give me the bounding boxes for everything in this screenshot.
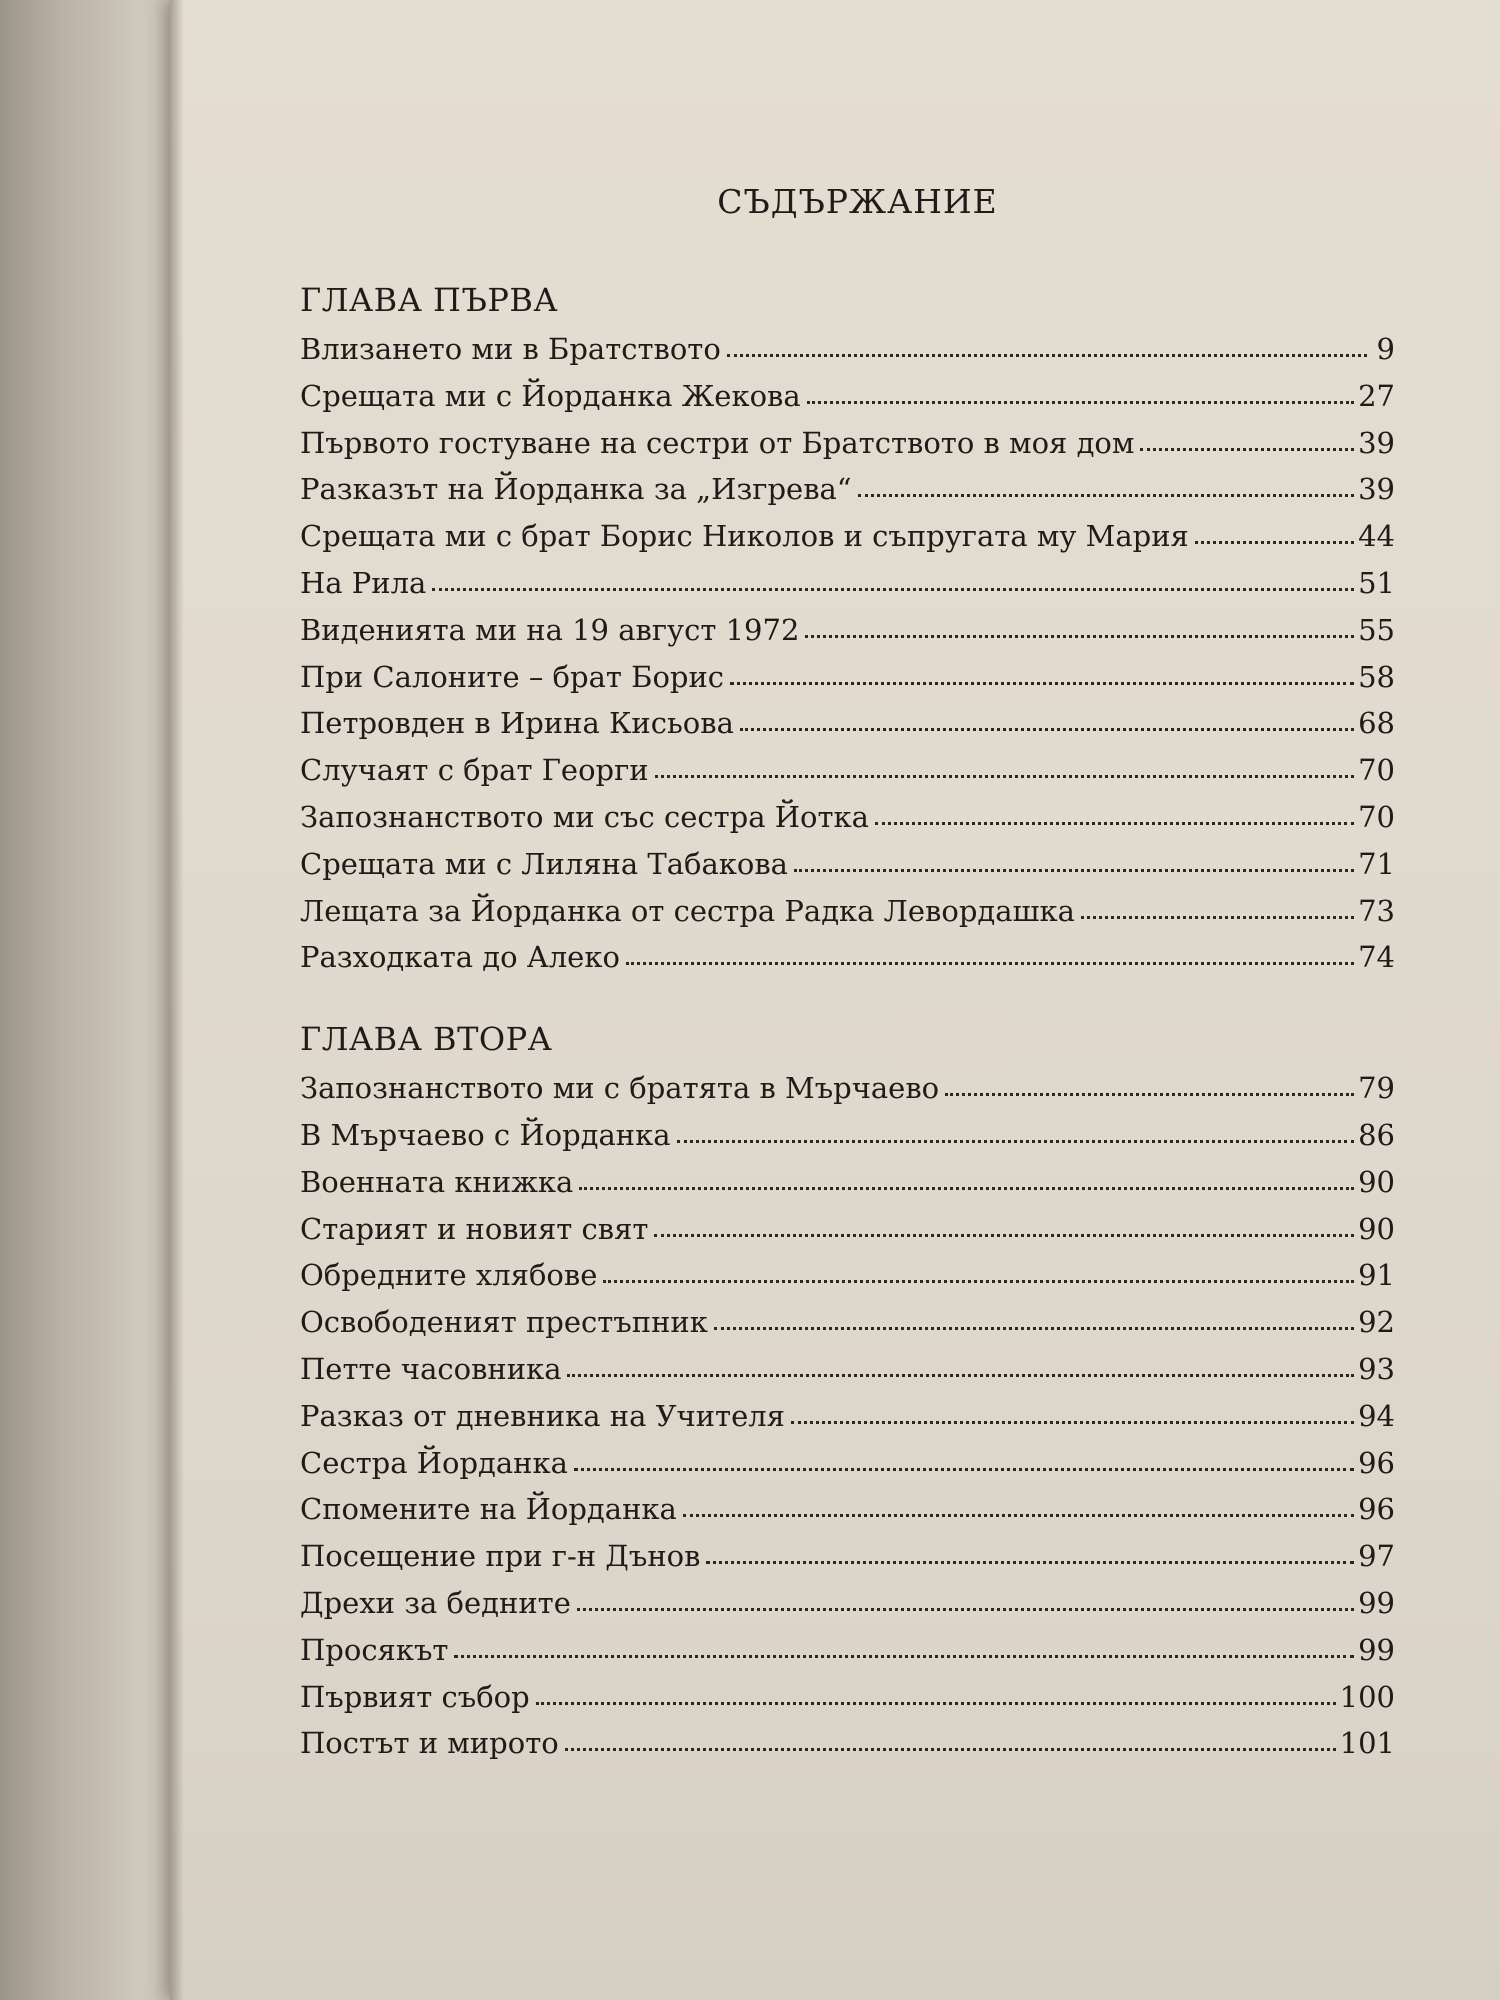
dot-leader bbox=[677, 1139, 1355, 1143]
toc-entry-page-number: 68 bbox=[1358, 706, 1395, 741]
toc-entry bbox=[300, 753, 1395, 800]
toc-entry bbox=[300, 1258, 1395, 1305]
toc-entry-page-number: 97 bbox=[1358, 1539, 1395, 1574]
toc-entry-page-number: 70 bbox=[1358, 753, 1395, 788]
toc-entry-title: Старият и новият свят bbox=[300, 1211, 649, 1246]
toc-entry-page-number: 9 bbox=[1376, 332, 1395, 366]
toc-entry-title: Запознанството ми с братята в Мърчаево bbox=[300, 1071, 940, 1106]
chapter-section bbox=[300, 1013, 1395, 1773]
dot-leader bbox=[945, 1092, 1354, 1096]
toc-entry-page-number: 96 bbox=[1358, 1445, 1395, 1480]
toc-entry bbox=[300, 1399, 1395, 1446]
toc-entry-title: Срещата ми с Лиляна Табакова bbox=[300, 846, 788, 881]
toc-entry bbox=[300, 472, 1395, 519]
toc-entry-title: Срещата ми с Йорданка Жекова bbox=[300, 378, 801, 413]
dot-leader bbox=[727, 353, 1367, 357]
left-page-gutter bbox=[0, 0, 175, 2000]
toc-entry bbox=[300, 332, 1395, 379]
toc-entry bbox=[300, 706, 1395, 753]
toc-entry bbox=[300, 940, 1395, 987]
dot-leader bbox=[794, 868, 1354, 872]
toc-entry-page-number: 92 bbox=[1358, 1305, 1395, 1340]
toc-entry-page-number: 27 bbox=[1358, 378, 1395, 413]
toc-entry-title: Сестра Йорданка bbox=[300, 1445, 568, 1480]
toc-entry bbox=[300, 1212, 1395, 1259]
dot-leader bbox=[805, 634, 1354, 638]
toc-entry-page-number: 90 bbox=[1358, 1164, 1395, 1199]
dot-leader bbox=[1140, 447, 1354, 451]
toc-entry-page-number: 79 bbox=[1358, 1071, 1395, 1106]
toc-entry-title: Лещата за Йорданка от сестра Радка Левордашка bbox=[300, 893, 1075, 928]
toc-entry bbox=[300, 613, 1395, 660]
toc-entry bbox=[300, 1352, 1395, 1399]
toc-entry bbox=[300, 1165, 1395, 1212]
toc-entry-page-number: 86 bbox=[1358, 1117, 1395, 1152]
toc-entry-page-number: 73 bbox=[1358, 893, 1395, 928]
dot-leader bbox=[577, 1607, 1354, 1611]
toc-entry-title: Освободеният престъпник bbox=[300, 1305, 708, 1340]
toc-entry-page-number: 55 bbox=[1358, 612, 1395, 647]
toc-entry-title: Просякът bbox=[300, 1632, 449, 1667]
dot-leader bbox=[807, 400, 1354, 404]
dot-leader bbox=[1081, 915, 1354, 919]
toc-entry-page-number: 71 bbox=[1358, 846, 1395, 881]
toc-entry-title: При Салоните – брат Борис bbox=[300, 659, 725, 694]
toc-entry bbox=[300, 1071, 1395, 1118]
toc-entry bbox=[300, 1586, 1395, 1633]
dot-leader bbox=[714, 1326, 1354, 1330]
toc-entry-title: Посещение при г-н Дънов bbox=[300, 1539, 701, 1574]
dot-leader bbox=[875, 821, 1354, 825]
dot-leader bbox=[536, 1701, 1336, 1705]
toc-entry bbox=[300, 800, 1395, 847]
toc-entry bbox=[300, 894, 1395, 941]
toc-entry-page-number: 93 bbox=[1358, 1351, 1395, 1386]
toc-entry bbox=[300, 847, 1395, 894]
toc-entry-title: Обредните хлябове bbox=[300, 1258, 598, 1293]
toc-entry-title: Срещата ми с брат Борис Николов и съпругата му Мария bbox=[300, 519, 1189, 554]
dot-leader bbox=[740, 727, 1354, 731]
dot-leader bbox=[654, 1233, 1354, 1237]
dot-leader bbox=[579, 1186, 1354, 1190]
toc-entry-page-number: 58 bbox=[1358, 659, 1395, 694]
toc-entry-page-number: 90 bbox=[1358, 1211, 1395, 1246]
dot-leader bbox=[706, 1560, 1354, 1564]
toc-entry-page-number: 91 bbox=[1358, 1258, 1395, 1293]
toc-entry bbox=[300, 1446, 1395, 1493]
toc-entry-title: Виденията ми на 19 август 1972 bbox=[300, 612, 800, 647]
dot-leader bbox=[574, 1467, 1354, 1471]
toc-entry-title: Запознанството ми със сестра Йотка bbox=[300, 799, 869, 834]
toc-entry-title: Влизането ми в Братството bbox=[300, 332, 721, 366]
toc-entry bbox=[300, 1305, 1395, 1352]
dot-leader bbox=[565, 1747, 1336, 1751]
toc-entry-page-number: 101 bbox=[1339, 1726, 1395, 1761]
dot-leader bbox=[567, 1373, 1354, 1377]
toc-entry-title: Постът и мирото bbox=[300, 1726, 559, 1761]
dot-leader bbox=[655, 774, 1354, 778]
toc-entry bbox=[300, 1492, 1395, 1539]
table-of-contents bbox=[300, 178, 1395, 1773]
toc-entry-page-number: 39 bbox=[1358, 472, 1395, 507]
dot-leader bbox=[683, 1513, 1354, 1517]
toc-entry-title: Първото гостуване на сестри от Братството в моя дом bbox=[300, 425, 1135, 460]
toc-entry bbox=[300, 379, 1395, 426]
toc-entry-title: Петте часовника bbox=[300, 1351, 562, 1386]
toc-list bbox=[300, 1071, 1395, 1773]
toc-entry bbox=[300, 660, 1395, 707]
toc-entry-title: Петровден в Ирина Кисьова bbox=[300, 706, 734, 741]
toc-entry bbox=[300, 519, 1395, 566]
dot-leader bbox=[791, 1420, 1354, 1424]
toc-entry-title: Разходката до Алеко bbox=[300, 940, 620, 975]
toc-entry-title: В Мърчаево с Йорданка bbox=[300, 1117, 671, 1152]
toc-title: СЪДЪРЖАНИЕ bbox=[717, 182, 998, 221]
chapter-heading: ГЛАВА ВТОРА bbox=[300, 1020, 553, 1059]
toc-entry-page-number: 44 bbox=[1358, 519, 1395, 554]
toc-entry-title: Случаят с брат Георги bbox=[300, 753, 649, 788]
toc-entry-page-number: 70 bbox=[1358, 799, 1395, 834]
toc-entry-title: Разказ от дневника на Учителя bbox=[300, 1398, 785, 1433]
toc-entry-page-number: 96 bbox=[1358, 1492, 1395, 1527]
toc-entry bbox=[300, 426, 1395, 473]
toc-entry-title: На Рила bbox=[300, 565, 427, 600]
dot-leader bbox=[858, 493, 1354, 497]
dot-leader bbox=[432, 587, 1354, 591]
toc-entry bbox=[300, 1118, 1395, 1165]
dot-leader bbox=[603, 1279, 1354, 1283]
toc-entry-page-number: 99 bbox=[1358, 1632, 1395, 1667]
dot-leader bbox=[626, 961, 1354, 965]
toc-entry-page-number: 94 bbox=[1358, 1398, 1395, 1433]
toc-entry-page-number: 74 bbox=[1358, 940, 1395, 975]
toc-entry-title: Военната книжка bbox=[300, 1164, 574, 1199]
toc-entry bbox=[300, 1680, 1395, 1727]
toc-entry-title: Спомените на Йорданка bbox=[300, 1492, 677, 1527]
toc-entry-page-number: 51 bbox=[1358, 565, 1395, 600]
toc-entry-title: Първият събор bbox=[300, 1679, 530, 1714]
dot-leader bbox=[1195, 540, 1354, 544]
toc-entry bbox=[300, 1633, 1395, 1680]
toc-entry bbox=[300, 1539, 1395, 1586]
toc-entry-title: Разказът на Йорданка за „Изгрева“ bbox=[300, 472, 852, 507]
toc-entry-page-number: 39 bbox=[1358, 425, 1395, 460]
toc-entry-title: Дрехи за бедните bbox=[300, 1585, 571, 1620]
dot-leader bbox=[730, 681, 1354, 685]
toc-list bbox=[300, 332, 1395, 987]
chapter-section bbox=[300, 274, 1395, 987]
toc-entry bbox=[300, 1726, 1395, 1773]
page-edge-shadow bbox=[170, 0, 184, 2000]
toc-entry-page-number: 99 bbox=[1358, 1585, 1395, 1620]
toc-entry bbox=[300, 566, 1395, 613]
toc-entry-page-number: 100 bbox=[1339, 1679, 1395, 1714]
dot-leader bbox=[454, 1654, 1354, 1658]
chapter-heading: ГЛАВА ПЪРВА bbox=[300, 281, 559, 319]
